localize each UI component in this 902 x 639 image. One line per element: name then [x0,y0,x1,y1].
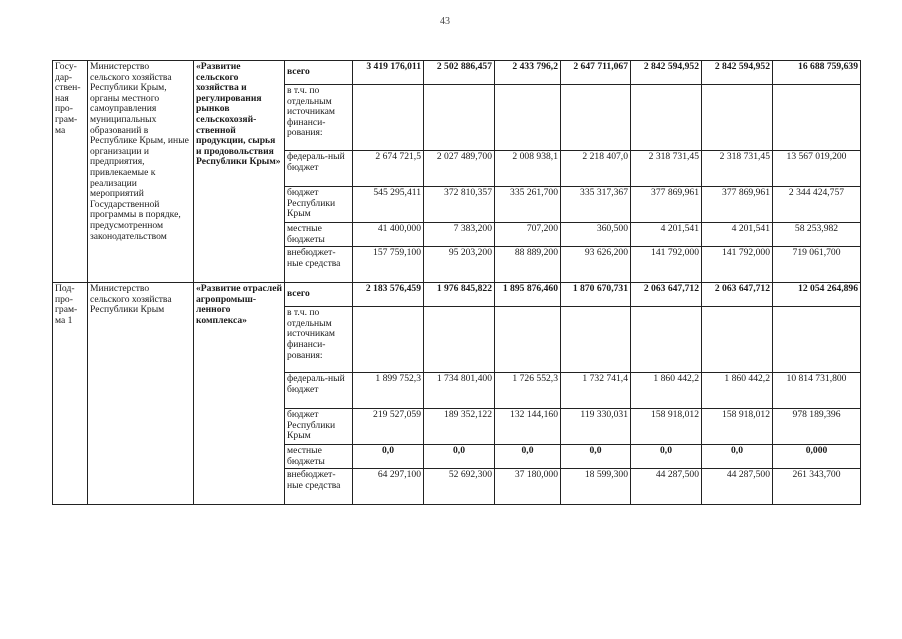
amount-cell: 2 063 647,712 [702,283,773,307]
amount-cell: 16 688 759,639 [773,61,861,85]
program-name-cell: «Развитие сельского хозяйства и регулирования рынков сельскохозяй-ственной продукции, сырья и продовольствия Республики Крым» [194,61,285,283]
amount-cell: 2 842 594,952 [631,61,702,85]
amount-cell: 7 383,200 [424,223,495,247]
amount-cell: 64 297,100 [353,469,424,505]
amount-cell: 261 343,700 [773,469,861,505]
amount-cell: 119 330,031 [561,409,631,445]
amount-cell: 10 814 731,800 [773,373,861,409]
amount-cell: 2 218 407,0 [561,151,631,187]
amount-cell: 189 352,122 [424,409,495,445]
amount-cell: 1 732 741,4 [561,373,631,409]
amount-cell: 1 860 442,2 [631,373,702,409]
amount-cell: 157 759,100 [353,247,424,283]
amount-cell: 141 792,000 [702,247,773,283]
empty-cell [424,307,495,373]
amount-cell: 219 527,059 [353,409,424,445]
empty-cell [561,85,631,151]
amount-cell: 1 726 552,3 [495,373,561,409]
amount-cell: 360,500 [561,223,631,247]
amount-cell: 1 895 876,460 [495,283,561,307]
empty-cell [631,307,702,373]
funding-source-label: всего [285,61,353,85]
amount-cell: 0,0 [495,445,561,469]
amount-cell: 2 647 711,067 [561,61,631,85]
funding-source-label: федераль-ный бюджет [285,373,353,409]
amount-cell: 707,200 [495,223,561,247]
amount-cell: 2 674 721,5 [353,151,424,187]
amount-cell: 158 918,012 [702,409,773,445]
program-type-cell: Под-про-грам-ма 1 [53,283,88,505]
amount-cell: 0,0 [424,445,495,469]
table-row [53,283,861,307]
funding-source-label: всего [285,283,353,307]
amount-cell: 132 144,160 [495,409,561,445]
amount-cell: 4 201,541 [631,223,702,247]
amount-cell: 44 287,500 [702,469,773,505]
empty-cell [702,307,773,373]
amount-cell: 88 889,200 [495,247,561,283]
amount-cell: 0,0 [353,445,424,469]
amount-cell: 4 201,541 [702,223,773,247]
responsible-executor-cell: Министерство сельского хозяйства Республики Крым [88,283,194,505]
funding-source-label: федераль-ный бюджет [285,151,353,187]
empty-cell [424,85,495,151]
amount-cell: 158 918,012 [631,409,702,445]
amount-cell: 2 318 731,45 [631,151,702,187]
amount-cell: 0,0 [702,445,773,469]
empty-cell [773,85,861,151]
amount-cell: 2 027 489,700 [424,151,495,187]
program-type-cell: Госу-дар-ствен-ная про-грам-ма [53,61,88,283]
amount-cell: 1 976 845,822 [424,283,495,307]
amount-cell: 0,000 [773,445,861,469]
responsible-executor-cell: Министерство сельского хозяйства Республики Крым, органы местного самоуправления муниципальных образований в Республике Крым, иные организации и предприятия, привлекаемые к реализации мероприятий Государственной программы в порядке, предусмотренном законодательством [88,61,194,283]
empty-cell [495,85,561,151]
amount-cell: 2 008 938,1 [495,151,561,187]
funding-source-label: бюджет Республики Крым [285,187,353,223]
amount-cell: 719 061,700 [773,247,861,283]
amount-cell: 0,0 [561,445,631,469]
funding-source-label: в т.ч. по отдельным источникам финанси-рования: [285,85,353,151]
amount-cell: 1 899 752,3 [353,373,424,409]
empty-cell [495,307,561,373]
empty-cell [561,307,631,373]
program-name-cell: «Развитие отраслей агропромыш-ленного комплекса» [194,283,285,505]
amount-cell: 335 261,700 [495,187,561,223]
amount-cell: 0,0 [631,445,702,469]
funding-source-label: местные бюджеты [285,223,353,247]
amount-cell: 978 189,396 [773,409,861,445]
empty-cell [702,85,773,151]
table-row [53,61,861,85]
amount-cell: 12 054 264,896 [773,283,861,307]
amount-cell: 37 180,000 [495,469,561,505]
amount-cell: 2 433 796,2 [495,61,561,85]
amount-cell: 377 869,961 [631,187,702,223]
amount-cell: 2 502 886,457 [424,61,495,85]
amount-cell: 44 287,500 [631,469,702,505]
page-number: 43 [440,16,450,27]
financing-table [52,60,861,505]
amount-cell: 1 870 670,731 [561,283,631,307]
amount-cell: 141 792,000 [631,247,702,283]
amount-cell: 372 810,357 [424,187,495,223]
empty-cell [773,307,861,373]
funding-source-label: бюджет Республики Крым [285,409,353,445]
amount-cell: 1 734 801,400 [424,373,495,409]
funding-source-label: местные бюджеты [285,445,353,469]
amount-cell: 41 400,000 [353,223,424,247]
amount-cell: 58 253,982 [773,223,861,247]
amount-cell: 2 842 594,952 [702,61,773,85]
empty-cell [353,307,424,373]
amount-cell: 93 626,200 [561,247,631,283]
empty-cell [353,85,424,151]
amount-cell: 2 344 424,757 [773,187,861,223]
amount-cell: 1 860 442,2 [702,373,773,409]
funding-source-label: внебюджет-ные средства [285,247,353,283]
empty-cell [631,85,702,151]
amount-cell: 18 599,300 [561,469,631,505]
amount-cell: 2 183 576,459 [353,283,424,307]
amount-cell: 377 869,961 [702,187,773,223]
funding-source-label: внебюджет-ные средства [285,469,353,505]
amount-cell: 545 295,411 [353,187,424,223]
table-body [53,61,861,505]
amount-cell: 95 203,200 [424,247,495,283]
amount-cell: 13 567 019,200 [773,151,861,187]
amount-cell: 2 318 731,45 [702,151,773,187]
amount-cell: 2 063 647,712 [631,283,702,307]
funding-source-label: в т.ч. по отдельным источникам финанси-рования: [285,307,353,373]
amount-cell: 3 419 176,011 [353,61,424,85]
amount-cell: 52 692,300 [424,469,495,505]
amount-cell: 335 317,367 [561,187,631,223]
